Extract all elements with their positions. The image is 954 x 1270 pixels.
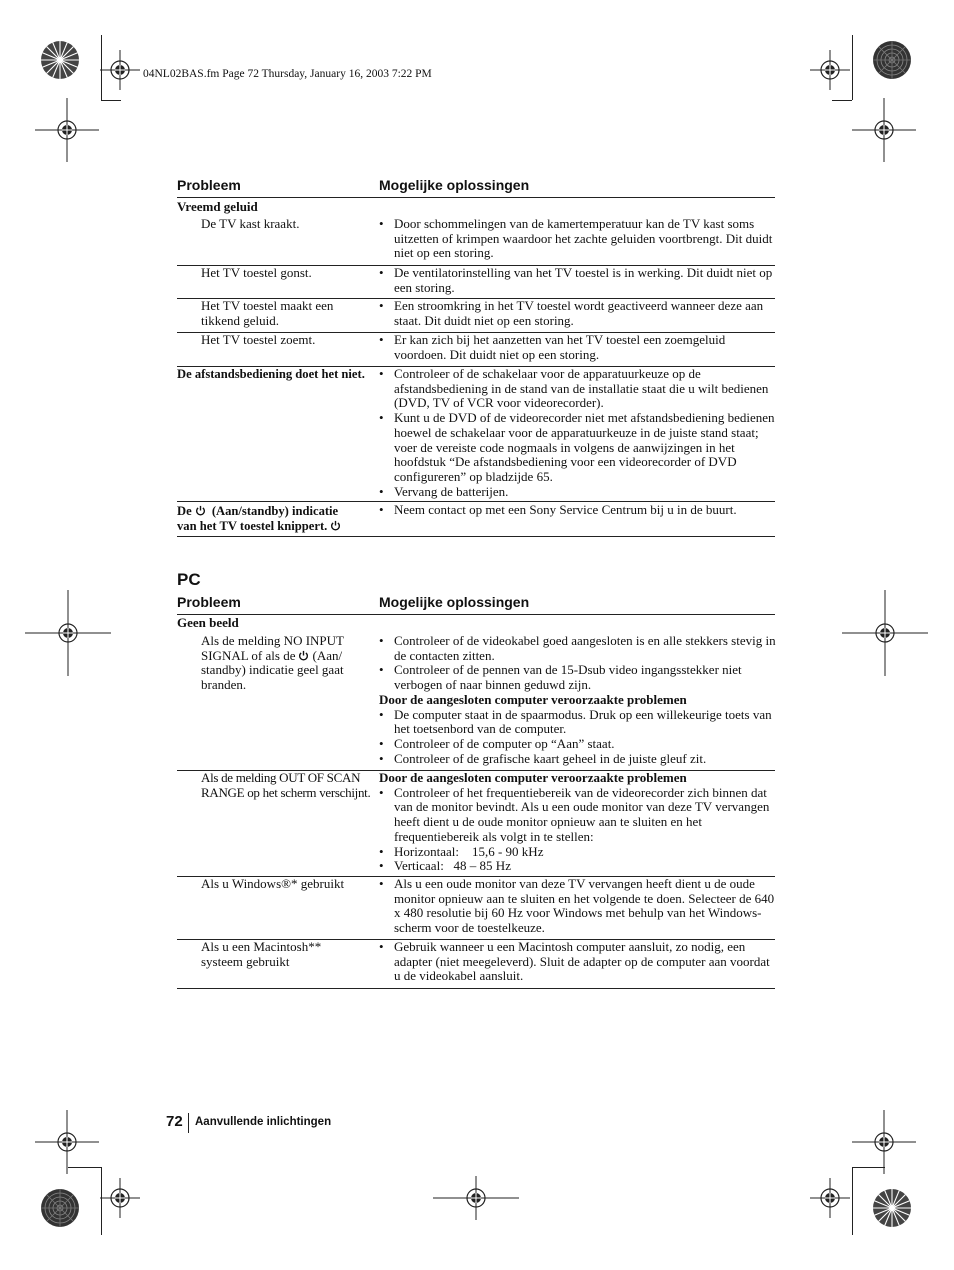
table-row (177, 366, 775, 502)
solution-item: • De computer staat in de spaarmodus. Druk op een willekeurige toets van het toetsenbord van de computer. (379, 708, 777, 737)
solution-item: • Controleer of de computer op “Aan” staat. (379, 737, 777, 752)
registration-mark-icon (35, 98, 99, 162)
registration-mark-icon (810, 1178, 850, 1218)
solution-list (379, 503, 777, 518)
column-header-problem: Probleem (177, 594, 241, 610)
solution-list (379, 266, 777, 295)
solution-item: • Als u een oude monitor van deze TV vervangen heeft dient u de oude monitor opnieuw aan te sluiten en het volgende te doen. Selecteer de 640 x 480 resolutie bij 60 Hz voor Windows met behulp van het Windows-scherm voor de toestelkeuze. (379, 877, 777, 936)
table-bottom-rule (177, 988, 775, 989)
problem-text: Als de melding OUT OF SCAN RANGE op het scherm verschijnt. (201, 770, 371, 800)
solution-item: • Vervang de batterijen. (379, 485, 777, 500)
solution-subheading: Door de aangesloten computer veroorzaakte problemen (379, 691, 687, 707)
solution-item: • De ventilatorinstelling van het TV toestel is in werking. Dit duidt niet op een storing. (379, 266, 777, 295)
registration-mark-icon (100, 50, 140, 90)
registration-mark-icon (100, 1178, 140, 1218)
solution-list (379, 299, 777, 328)
solution-list (379, 634, 777, 766)
table-bottom-rule (177, 536, 775, 537)
solution-item: • Controleer of de grafische kaart geheel in de juiste gleuf zit. (379, 752, 777, 767)
solution-item: • Verticaal: 48 – 85 Hz (379, 859, 777, 874)
footer-divider (188, 1113, 189, 1133)
registration-mark-icon (25, 590, 111, 676)
crop-mark (852, 1167, 853, 1235)
solution-item: • Neem contact op met een Sony Service Centrum bij u in de buurt. (379, 503, 777, 518)
table-row (177, 217, 775, 265)
registration-mark-icon (433, 1176, 519, 1220)
table-row (177, 770, 775, 877)
solution-item: • Controleer of de schakelaar voor de apparatuurkeuze op de afstandsbediening in de stand van de installatie staat die u wilt bedienen (DVD, TV of VCR voor videorecorder). (379, 367, 777, 411)
solution-item: • Kunt u de DVD of de videorecorder niet met afstandsbediening bedienen hoewel de schakelaar voor de apparatuurkeuze in de juiste stand staat; voer de vereiste code nogmaals in volgens de aanwijzingen in het hoofdstuk “De afstandsbediening voor een videorecorder of DVD configureren” op bladzijde 65. (379, 411, 777, 485)
table-header (177, 594, 775, 615)
power-icon (298, 650, 309, 661)
table-row (177, 876, 775, 940)
crop-mark (101, 100, 121, 101)
solution-list (379, 771, 777, 874)
table-header (177, 177, 775, 198)
registration-mark-icon (852, 1110, 916, 1174)
crop-mark (832, 100, 852, 101)
registration-mark-icon (810, 50, 850, 90)
power-icon (195, 505, 206, 516)
problem-text: Als u Windows®* gebruikt (201, 876, 345, 891)
footer-section-name: Aanvullende inlichtingen (195, 1116, 332, 1128)
power-icon (330, 520, 341, 531)
table-row (177, 501, 775, 537)
problem-text: Het TV toestel gonst. (201, 265, 312, 280)
registration-mark-icon (35, 1110, 99, 1174)
solution-item: • Een stroomkring in het TV toestel wordt geactiveerd wanneer deze aan staat. Dit duidt niet op een storing. (379, 299, 777, 328)
table-row (177, 332, 775, 367)
solution-list (379, 367, 777, 499)
table-row (177, 939, 775, 989)
file-info: 04NL02BAS.fm Page 72 Thursday, January 16, 2003 7:22 PM (143, 68, 432, 80)
registration-mark-icon (842, 590, 928, 676)
column-header-solutions: Mogelijke oplossingen (379, 177, 530, 193)
solution-list (379, 940, 777, 984)
solution-item: • Controleer of de videokabel goed aangesloten is en alle stekkers stevig in de contacten zitten. (379, 634, 777, 663)
problem-text: Als de melding NO INPUT SIGNAL of als de (Aan/ standby) indicatie geel gaat branden. (201, 633, 344, 693)
problem-text: Het TV toestel maakt een tikkend geluid. (201, 298, 334, 328)
solution-item: • Horizontaal: 15,6 - 90 kHz (379, 845, 777, 860)
crop-mark (852, 35, 853, 100)
table-row (177, 634, 775, 770)
table-row (177, 298, 775, 333)
star-target-icon (40, 1188, 80, 1228)
solution-subheading: Door de aangesloten computer veroorzaakte problemen (379, 770, 687, 785)
solution-item: • Controleer of de pennen van de 15-Dsub video ingangsstekker niet verbogen of naar binnen geduwd zijn. (379, 663, 777, 692)
solution-item: • Gebruik wanneer u een Macintosh computer aansluit, zo nodig, een adapter (niet meegeleverd). Sluit de adapter op de computer aan voordat u de videokabel aansluit. (379, 940, 777, 984)
section-title: PC (177, 570, 201, 589)
solution-list (379, 877, 777, 936)
problem-text: Als u een Macintosh** systeem gebruikt (201, 939, 322, 969)
star-target-icon (872, 1188, 912, 1228)
registration-mark-icon (852, 98, 916, 162)
problem-text: De TV kast kraakt. (201, 216, 300, 231)
problem-text: De afstandsbediening doet het niet. (177, 367, 365, 381)
problem-text: Het TV toestel zoemt. (201, 332, 316, 347)
column-header-problem: Probleem (177, 177, 241, 193)
star-target-icon (40, 40, 80, 80)
page-number: 72 (166, 1113, 183, 1130)
solution-list (379, 217, 777, 261)
problem-text: De (Aan/standby) indicatie van het TV toestel knippert. (177, 504, 369, 533)
star-target-icon (872, 40, 912, 80)
column-header-solutions: Mogelijke oplossingen (379, 594, 530, 610)
solution-item: • Controleer of het frequentiebereik van de videorecorder zich binnen dat van de monitor bevindt. Als u een oude monitor van deze TV vervangen heeft dient u de oude monitor opnieuw aan te sluiten en het frequentiebereik als volgt in te stellen: (379, 786, 777, 845)
solution-item: • Er kan zich bij het aanzetten van het TV toestel een zoemgeluid voordoen. Dit duidt niet op een storing. (379, 333, 777, 362)
section-heading: Vreemd geluid (177, 199, 258, 214)
solution-item: • Door schommelingen van de kamertemperatuur kan de TV kast soms uitzetten of krimpen waardoor het zachte geluiden voortbrengt. Dit duidt niet op een storing. (379, 217, 777, 261)
section-heading: Geen beeld (177, 615, 239, 630)
table-row (177, 265, 775, 299)
solution-list (379, 333, 777, 362)
